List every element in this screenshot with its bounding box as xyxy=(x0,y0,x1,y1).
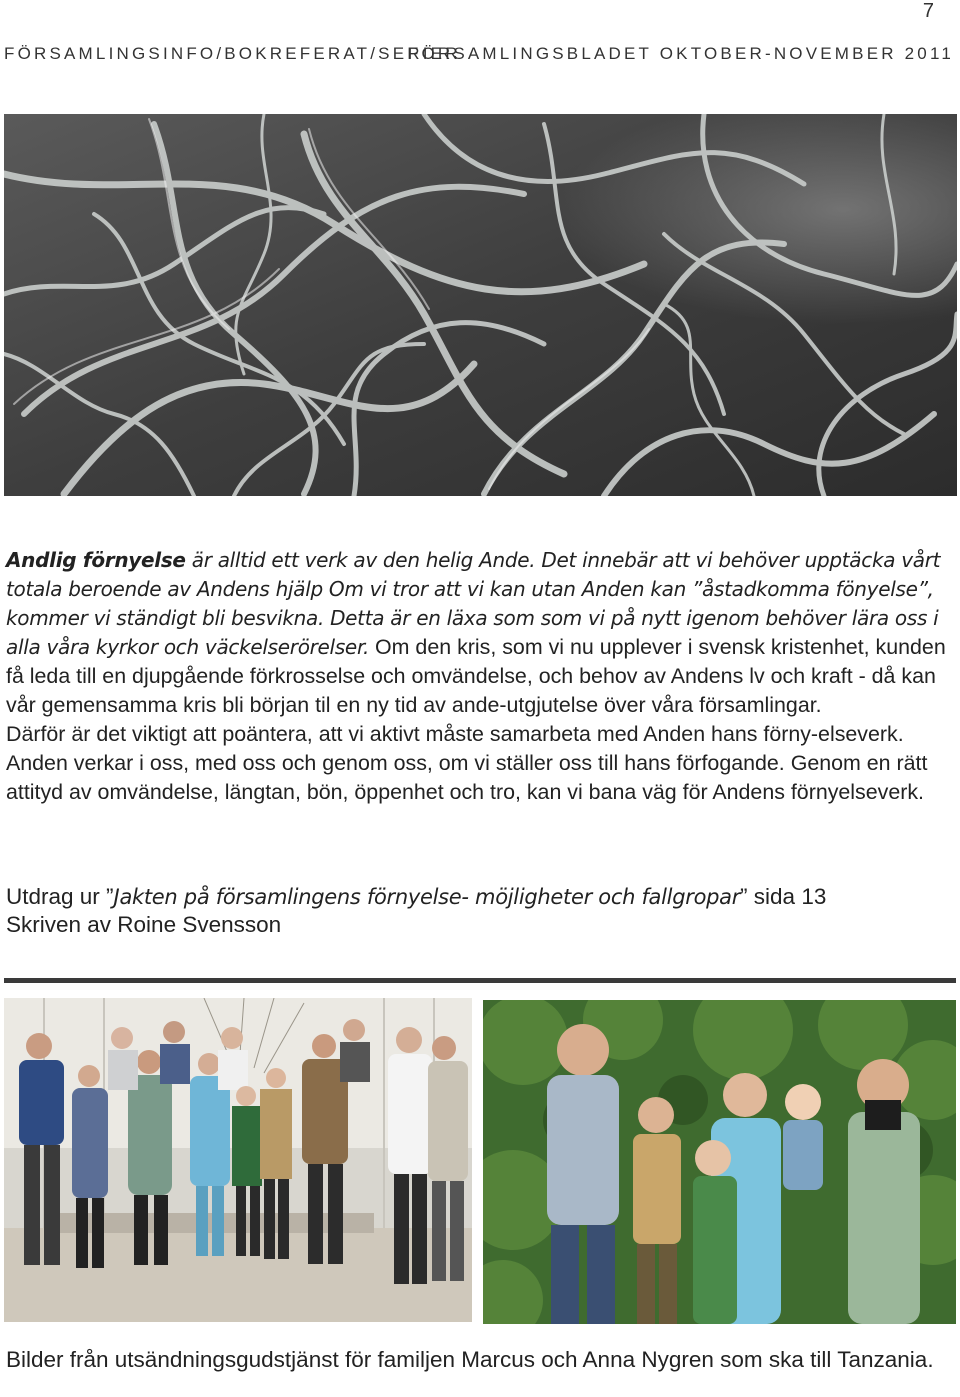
photo-caption: Bilder från utsändningsgudstjänst för familjen Marcus och Anna Nygren som ska till Tanzania. xyxy=(6,1347,934,1372)
citation-source-line xyxy=(6,883,946,911)
article-text xyxy=(6,546,952,807)
citation-suffix: ” sida 13 xyxy=(740,884,827,909)
citation-book-title: Jakten på församlingens förnyelse- möjligheter och fallgropar xyxy=(113,885,741,909)
citation xyxy=(6,883,946,939)
article-lead-bold: Andlig förnyelse xyxy=(6,548,186,572)
commissioning-service-photo xyxy=(4,998,472,1322)
page-number: 7 xyxy=(922,0,934,22)
article-paragraph-1-rest: Om den kris, som vi nu upplever i svensk kristenhet, kunden få leda till en djupgående förkrosselse och omvändelse, och behov av Andens lv och kraft - då kan vår gemensamma kris bli början til en ny tid av ande-utgjutelse över våra församlingar. xyxy=(6,635,946,717)
section-divider xyxy=(4,978,956,983)
article-paragraph-1 xyxy=(6,546,952,720)
article-paragraph-2: Därför är det viktigt att poäntera, att vi aktivt måste samarbeta med Anden hans förny-elseverk. Anden verkar i oss, med oss och genom oss, om vi ställer oss till hans förfogande. Genom en rätt attityd av omvändelse, längtan, bön, öppenhet och tro, kan vi bana väg för Andens förnyelseverk. xyxy=(6,722,928,804)
citation-prefix: Utdrag ur ” xyxy=(6,884,114,909)
publication-header: FÖRSAMLINGSBLADET OKTOBER-NOVEMBER 2011 xyxy=(407,44,954,63)
article-lead-italic: är alltid ett verk av den helig Ande. Det innebär att vi behöver upptäcka vårt totala beroende av Andens hjälp Om vi tror att vi kan utan Anden kan ”åstadkomma fönyelse”, kommer vi ständigt bli besvikna. Detta är en läxa som som vi på nytt igenom behöver lära oss i alla våra kyrkor och väckelserörelser. xyxy=(6,548,941,659)
citation-author: Skriven av Roine Svensson xyxy=(6,912,282,937)
family-portrait-photo xyxy=(483,1000,956,1324)
plant-stems-photo xyxy=(4,114,957,496)
section-header: FÖRSAMLINGSINFO/BOKREFERAT/SERIER xyxy=(4,44,461,63)
